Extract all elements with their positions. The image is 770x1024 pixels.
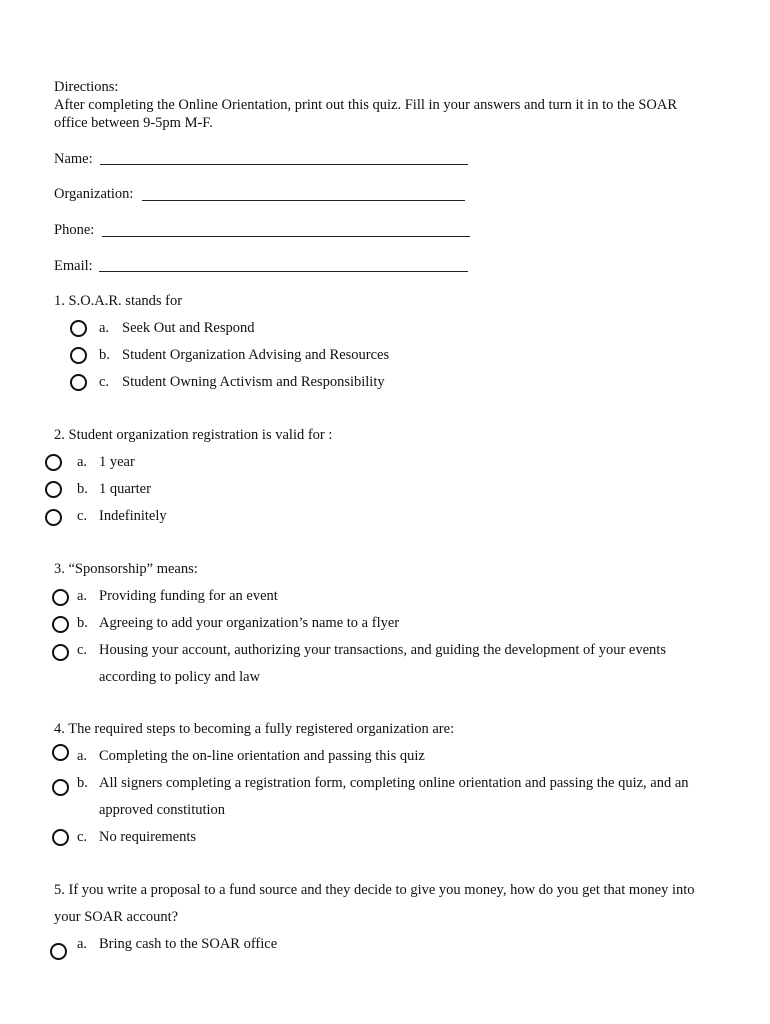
q3-option-b-radio[interactable] [52,616,69,633]
question-3-text: 3. “Sponsorship” means: [54,561,198,577]
q1-option-b-radio[interactable] [70,347,87,364]
directions-text-line2: office between 9-5pm M-F. [54,115,213,131]
q3-option-a-radio[interactable] [52,589,69,606]
q4-option-c-text: No requirements [99,829,197,845]
q3-option-c-radio[interactable] [52,644,69,661]
q2-option-a-radio[interactable] [45,454,62,471]
q4-option-a-radio[interactable] [52,744,69,761]
question-1-text: 1. S.O.A.R. stands for [54,293,183,309]
email-field[interactable] [99,271,468,272]
q3-option-c-text: Housing your account, authorizing your transactions, and guiding the development of your events [99,642,666,658]
q4-option-c-radio[interactable] [52,829,69,846]
q5-option-a-text: Bring cash to the SOAR office [99,936,278,952]
question-5-text: 5. If you write a proposal to a fund source and they decide to give you money, how do you get that money into [54,882,695,898]
directions-text-line1: After completing the Online Orientation, print out this quiz. Fill in your answers and turn it in to the SOAR [54,97,678,113]
q1-option-a-letter: a. [99,320,110,336]
q4-option-a-letter: a. [77,748,88,764]
phone-label: Phone: [54,222,95,238]
q1-option-c-letter: c. [99,374,110,390]
name-field[interactable] [100,164,468,165]
q1-option-a-radio[interactable] [70,320,87,337]
question-4-text: 4. The required steps to becoming a fully registered organization are: [54,721,455,737]
q1-option-b-text: Student Organization Advising and Resources [122,347,390,363]
q4-option-c-letter: c. [77,829,88,845]
q2-option-c-text: Indefinitely [99,508,167,524]
q2-option-c-letter: c. [77,508,88,524]
q4-option-b-radio[interactable] [52,779,69,796]
organization-field[interactable] [142,200,465,201]
name-label: Name: [54,151,93,167]
q3-option-c-text-continued: according to policy and law [99,669,261,685]
email-label: Email: [54,258,93,274]
q3-option-a-letter: a. [77,588,88,604]
q1-option-c-text: Student Owning Activism and Responsibility [122,374,385,390]
q4-option-b-text: All signers completing a registration form, completing online orientation and passing the quiz, and an [99,775,689,791]
q3-option-c-letter: c. [77,642,88,658]
q3-option-b-text: Agreeing to add your organization’s name to a flyer [99,615,400,631]
q2-option-b-radio[interactable] [45,481,62,498]
q5-option-a-radio[interactable] [50,943,67,960]
question-5-text-continued: your SOAR account? [54,909,179,925]
q3-option-b-letter: b. [77,615,88,631]
q1-option-a-text: Seek Out and Respond [122,320,255,336]
q4-option-b-letter: b. [77,775,88,791]
q2-option-b-letter: b. [77,481,88,497]
q2-option-a-text: 1 year [99,454,135,470]
q4-option-b-text-continued: approved constitution [99,802,226,818]
q3-option-a-text: Providing funding for an event [99,588,278,604]
phone-field[interactable] [102,236,470,237]
directions-heading: Directions: [54,79,119,95]
q1-option-c-radio[interactable] [70,374,87,391]
q2-option-c-radio[interactable] [45,509,62,526]
q2-option-a-letter: a. [77,454,88,470]
question-2-text: 2. Student organization registration is valid for : [54,427,333,443]
q5-option-a-letter: a. [77,936,88,952]
q4-option-a-text: Completing the on-line orientation and passing this quiz [99,748,425,764]
q1-option-b-letter: b. [99,347,110,363]
organization-label: Organization: [54,186,134,202]
q2-option-b-text: 1 quarter [99,481,151,497]
